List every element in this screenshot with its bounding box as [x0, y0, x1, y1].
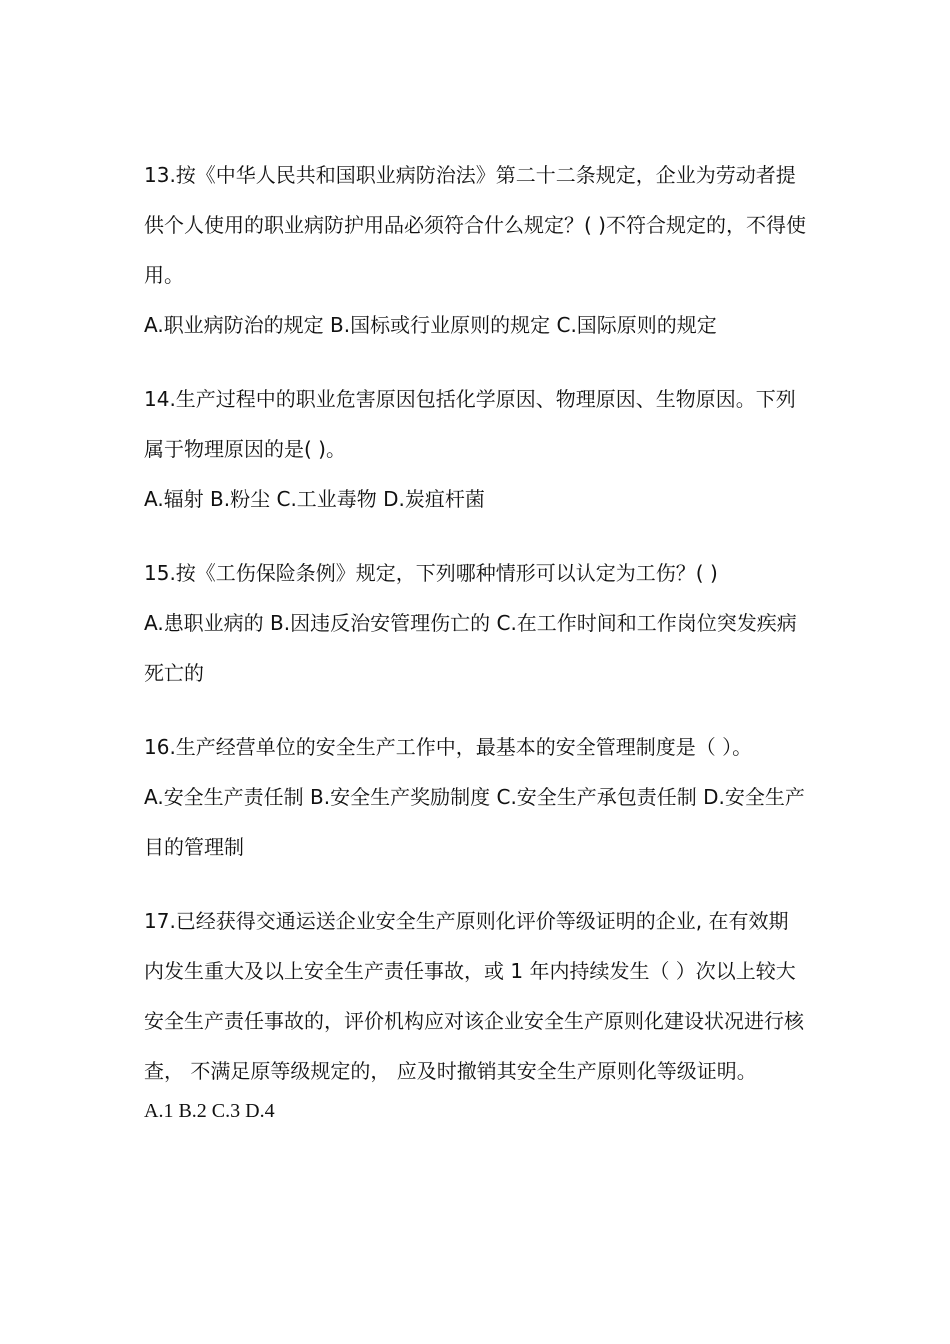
question-text: 13.按《中华人民共和国职业病防治法》第二十二条规定，企业为劳动者提供个人使用的职业病防护用品必须符合什么规定？( )不符合规定的，不得使用。 — [144, 163, 806, 287]
question-text: 17.已经获得交通运送企业安全生产原则化评价等级证明的企业, 在有效期内发生重大及以上安全生产责任事故，或 1 年内持续发生（ ）次以上较大安全生产责任事故的，评价机构应对该企业安全生产原则化建设状况进行核查， 不满足原等级规定的， 应及时撤销其安全生产原则化等级证明。 — [144, 909, 804, 1083]
question-16 — [144, 722, 808, 872]
question-17 — [144, 896, 808, 1126]
question-text: 14.生产过程中的职业危害原因包括化学原因、物理原因、生物原因。下列属于物理原因的是( )。 — [144, 387, 796, 461]
question-options: A.患职业病的 B.因违反治安管理伤亡的 C.在工作时间和工作岗位突发疾病死亡的 — [144, 611, 797, 685]
question-options: A.辐射 B.粉尘 C.工业毒物 D.炭疽杆菌 — [144, 487, 485, 511]
question-text: 15.按《工伤保险条例》规定，下列哪种情形可以认定为工伤？( ) — [144, 561, 718, 585]
question-15 — [144, 548, 808, 698]
question-options: A.职业病防治的规定 B.国标或行业原则的规定 C.国际原则的规定 — [144, 313, 717, 337]
question-14 — [144, 374, 808, 524]
question-options: A.安全生产责任制 B.安全生产奖励制度 C.安全生产承包责任制 D.安全生产目的管理制 — [144, 785, 805, 859]
question-options: A.1 B.2 C.3 D.4 — [144, 1100, 275, 1122]
question-13 — [144, 150, 808, 350]
question-list — [144, 150, 808, 1126]
question-text: 16.生产经营单位的安全生产工作中，最基本的安全管理制度是（ ）。 — [144, 735, 753, 759]
